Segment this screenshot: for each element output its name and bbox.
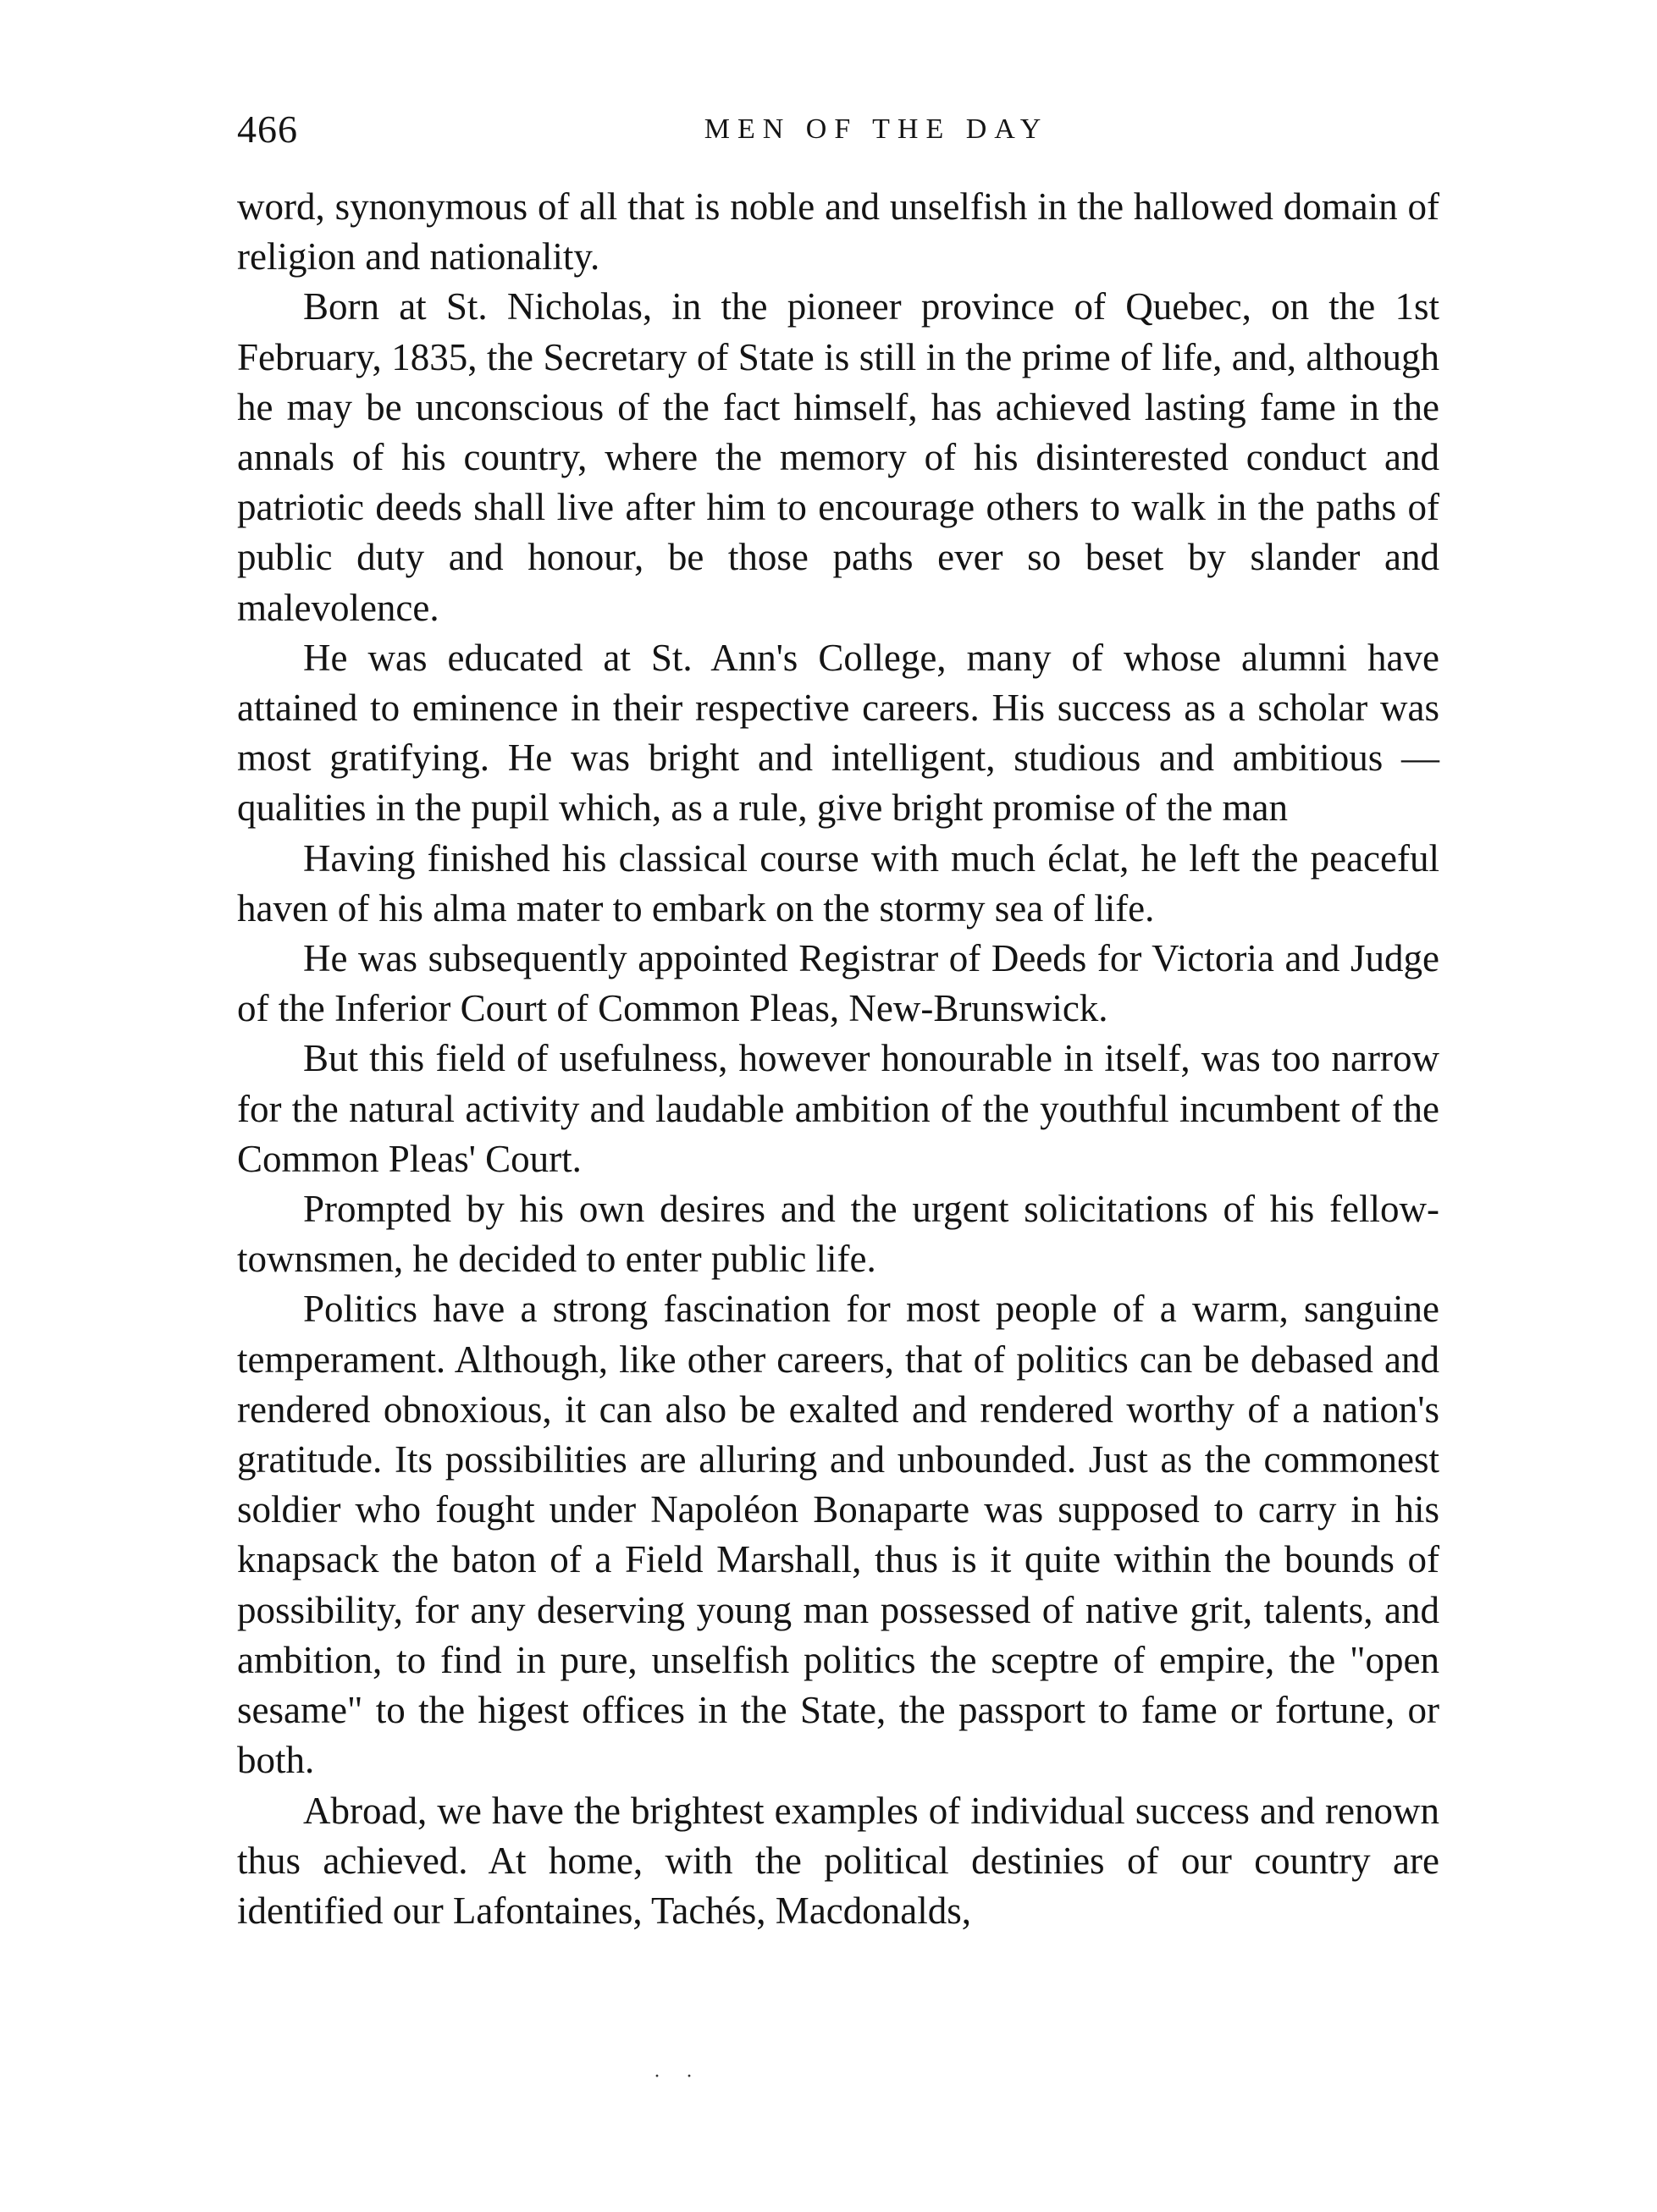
print-specks: ··	[654, 2066, 718, 2088]
paragraph-education: He was educated at St. Ann's College, many of whose alumni have attained to eminence in their respective careers. His success as a scholar was most gratifying. He was bright and intelligent, studious and ambitious — qualities in the pupil which, as a rule, give bright promise of the man	[237, 636, 1439, 830]
paragraph-public-life: Prompted by his own desires and the urgent solicitations of his fellow-townsmen, he decided to enter public life.	[237, 1188, 1439, 1281]
body-text	[237, 182, 1439, 1936]
paragraph-politics: Politics have a strong fascination for most people of a warm, sanguine temperament. Although, like other careers, that of politics can be debased and rendered obnoxious, it can also be exalted and rendered worthy of a nation's gratitude. Its possibilities are alluring and unbounded. Just as the commonest soldier who fought under Napoléon Bonaparte was supposed to carry in his knapsack the baton of a Field Marshall, thus is it quite within the bounds of possibility, for any deserving young man possessed of native grit, talents, and ambition, to find in pure, unselfish politics the sceptre of empire, the "open sesame" to the higest offices in the State, the passport to fame or fortune, or both.	[237, 1288, 1439, 1782]
paragraph-usefulness: But this field of usefulness, however honourable in itself, was too narrow for the natural activity and laudable ambition of the youthful incumbent of the Common Pleas' Court.	[237, 1037, 1439, 1180]
paragraph-abroad: Abroad, we have the brightest examples of individual success and renown thus achieved. At home, with the political destinies of our country are identified our Lafontaines, Tachés, Macdonalds,	[237, 1789, 1439, 1932]
paragraph-continued: word, synonymous of all that is noble and unselfish in the hallowed domain of religion and nationality.	[237, 185, 1439, 279]
running-head	[237, 100, 1439, 159]
paragraph-classical-course: Having finished his classical course with much éclat, he left the peaceful haven of his alma mater to embark on the stormy sea of life.	[237, 836, 1439, 929]
running-title: MEN OF THE DAY	[704, 113, 1049, 145]
paragraph-birth: Born at St. Nicholas, in the pioneer province of Quebec, on the 1st February, 1835, the Secretary of State is still in the prime of life, and, although he may be unconscious of the fact himself, has achieved lasting fame in the annals of his country, where the memory of his disinterested conduct and patriotic deeds shall live after him to encourage others to walk in the paths of public duty and honour, be those paths ever so beset by slander and malevolence.	[237, 285, 1439, 629]
paragraph-registrar: He was subsequently appointed Registrar of Deeds for Victoria and Judge of the Inferior Court of Common Pleas, New-Brunswick.	[237, 937, 1439, 1030]
page-number: 466	[237, 108, 298, 151]
